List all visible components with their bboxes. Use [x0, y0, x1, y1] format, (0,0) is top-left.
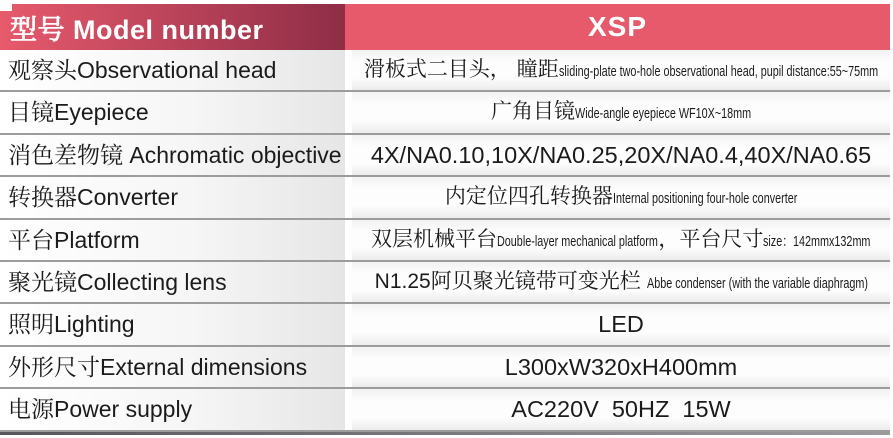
value-segment: Abbe condenser (with the variable diaphragm)	[646, 274, 868, 292]
spec-label: 外形尺寸External dimensions	[0, 347, 345, 387]
column-divider	[345, 50, 352, 90]
spec-label: 消色差物镜 Achromatic objective	[0, 135, 345, 175]
value-segment: N1.25阿贝聚光镜带可变光栏	[374, 269, 647, 293]
spec-label: 平台Platform	[0, 220, 345, 260]
value-segment: 双层机械平台	[371, 227, 498, 251]
spec-row-eyepiece	[0, 92, 890, 134]
spec-row-achromatic-objective	[0, 135, 890, 177]
spec-value	[352, 389, 890, 429]
value-segment: Double-layer mechanical platform	[497, 232, 658, 250]
value-segment: 滑板式二目头， 瞳距	[363, 58, 559, 81]
value-segment: Internal positioning four-hole converter	[612, 190, 798, 208]
column-divider	[345, 347, 352, 387]
spec-row-power-supply	[0, 389, 890, 431]
spec-label: 观察头Observational head	[0, 50, 345, 90]
table-header-row	[0, 4, 893, 50]
spec-row-observational-head	[0, 50, 890, 92]
model-number-header-cell	[0, 4, 345, 50]
spec-row-converter	[0, 177, 890, 219]
spec-value	[352, 92, 890, 132]
column-divider	[345, 304, 352, 344]
value-segment: ，平台尺寸	[658, 227, 764, 251]
spec-value	[352, 135, 890, 175]
value-segment: Wide-angle eyepiece WF10X~18mm	[575, 105, 752, 123]
spec-value	[352, 347, 890, 387]
spec-value	[352, 177, 890, 217]
column-divider	[345, 220, 352, 260]
spec-value	[352, 304, 890, 344]
model-value-header-cell	[345, 4, 890, 50]
value-segment: 4X/NA0.10,10X/NA0.25,20X/NA0.4,40X/NA0.65	[370, 141, 872, 168]
column-divider	[345, 177, 352, 217]
column-divider	[345, 262, 352, 302]
value-segment: LED	[598, 311, 644, 338]
spec-row-collecting-lens	[0, 262, 890, 304]
column-divider	[345, 92, 352, 132]
model-number-label: 型号 Model number	[10, 14, 264, 45]
model-value-label: XSP	[587, 11, 648, 42]
value-segment: sliding-plate two-hole observational head, pupil distance:55~75mm	[558, 63, 878, 80]
spec-row-lighting	[0, 304, 890, 346]
spec-table	[0, 4, 893, 435]
spec-label: 转换器Converter	[0, 177, 345, 217]
value-segment: AC220V 50HZ 15W	[511, 396, 731, 423]
value-segment: 内定位四孔转换器	[444, 185, 613, 209]
bottom-border	[0, 432, 890, 435]
spec-label: 电源Power supply	[0, 389, 345, 429]
value-segment: 广角目镜	[491, 100, 576, 124]
column-divider	[345, 389, 352, 429]
spec-value	[352, 220, 890, 260]
spec-row-external-dimensions	[0, 347, 890, 389]
spec-value	[352, 50, 890, 90]
column-divider	[345, 135, 352, 175]
spec-label: 照明Lighting	[0, 304, 345, 344]
spec-row-platform	[0, 220, 890, 262]
spec-label: 聚光镜Collecting lens	[0, 262, 345, 302]
value-segment: size：142mmx132mm	[763, 232, 871, 250]
spec-value	[352, 262, 890, 302]
corner-notch	[0, 0, 12, 11]
value-segment: L300xW320xH400mm	[504, 353, 738, 380]
spec-label: 目镜Eyepiece	[0, 92, 345, 132]
